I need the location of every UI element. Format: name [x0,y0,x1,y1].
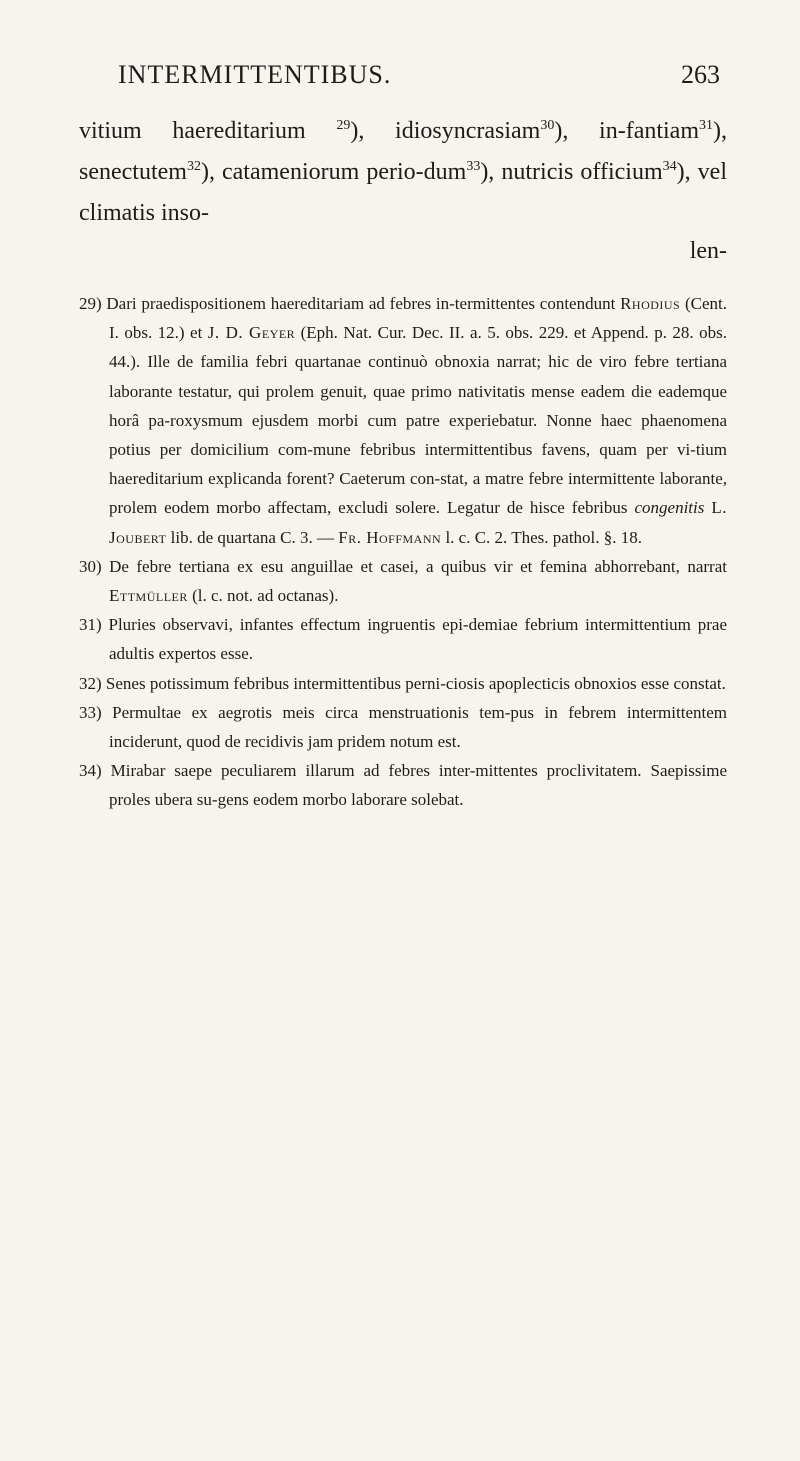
author-name: Rhodius [620,294,681,313]
page-number: 263 [681,60,720,89]
author-name: Ettmüller [109,586,188,606]
footnote-text: l. c. C. 2. Thes. pathol. §. 18. [445,527,643,547]
footnote-ref: 29 [336,118,351,133]
body-text-segment: ), in-fantiam [554,118,699,144]
author-name: Fr. Hoffmann [338,527,442,547]
running-title: INTERMITTENTIBUS. [118,60,392,89]
emphasis-text: congenitis [634,498,705,518]
footnote-ref: 33 [466,159,481,174]
footnote-34: 34) Mirabar saepe peculiarem illarum ad febres inter-mittentes proclivitatem. Saepissime proles ubera su-gens eodem morbo laborare solebat. [79,761,727,810]
page-header [118,60,720,96]
footnote-ref: 30 [540,118,555,133]
footnote-30 [79,552,727,610]
footnote-text: (Eph. Nat. Cur. Dec. II. a. 5. obs. 229. et Append. p. 28. obs. 44.). Ille de familia febri quartanae continuò obnoxia narrat; hic de viro febre tertiana laborante testatur, qui prolem genuit, quae primo nativitatis mense eadem die eademque horâ pa-roxysmum ejusdem morbi cum patre experiebatur. Nonne haec phaenomena potius per domicilium com-mune febribus intermittentibus favens, quam per vi-tium haereditarium explicanda forent? Caeterum con-stat, a matre febre intermittente laborante, prolem eodem morbo affectam, excludi solere. Legatur de hisce febribus [109,323,727,518]
body-text-segment: ), senectutem [79,118,727,185]
footnote-33: 33) Permultae ex aegrotis meis circa menstruationis tem-pus in febrem intermittentem inciderunt, quod de recidivis jam pridem notum est. [79,702,727,752]
body-text-segment: ), catameniorum perio-dum [200,159,467,185]
footnote-32: 32) Senes potissimum febribus intermittentibus perni-ciosis apoplecticis obnoxios esse constat. [79,673,726,693]
footnote-31: 31) Pluries observavi, infantes effectum ingruentis epi-demiae febrium intermittentium prae adultis expertos esse. [79,615,727,664]
body-text-segment: vitium haereditarium [79,118,306,144]
footnote-ref: 34 [662,159,677,174]
body-text-segment: ), idiosyncrasiam [350,118,541,144]
main-paragraph [79,111,727,234]
footnote-text: (l. c. not. ad octanas). [192,586,339,606]
footnote-text: 29) Dari praedispositionem haereditariam ad febres in-termittentes contendunt [79,294,616,313]
footnotes [79,289,727,815]
footnote-29 [79,289,727,552]
author-name: J. D. Geyer [207,323,296,343]
catchword: len- [689,238,727,264]
footnote-text: (Cent. I. obs. 12.) et [109,294,728,343]
footnote-text: 30) De febre tertiana ex esu anguillae et casei, a quibus vir et femina abhorrebant, narrat [79,556,727,576]
footnote-ref: 32 [186,159,201,174]
footnote-ref: 31 [699,118,713,133]
author-name: L. Joubert [109,498,727,547]
body-text-segment: ), vel climatis inso- [79,159,727,226]
footnote-text: lib. de quartana C. 3. — [170,527,335,547]
body-text-segment: ), nutricis officium [480,159,663,185]
